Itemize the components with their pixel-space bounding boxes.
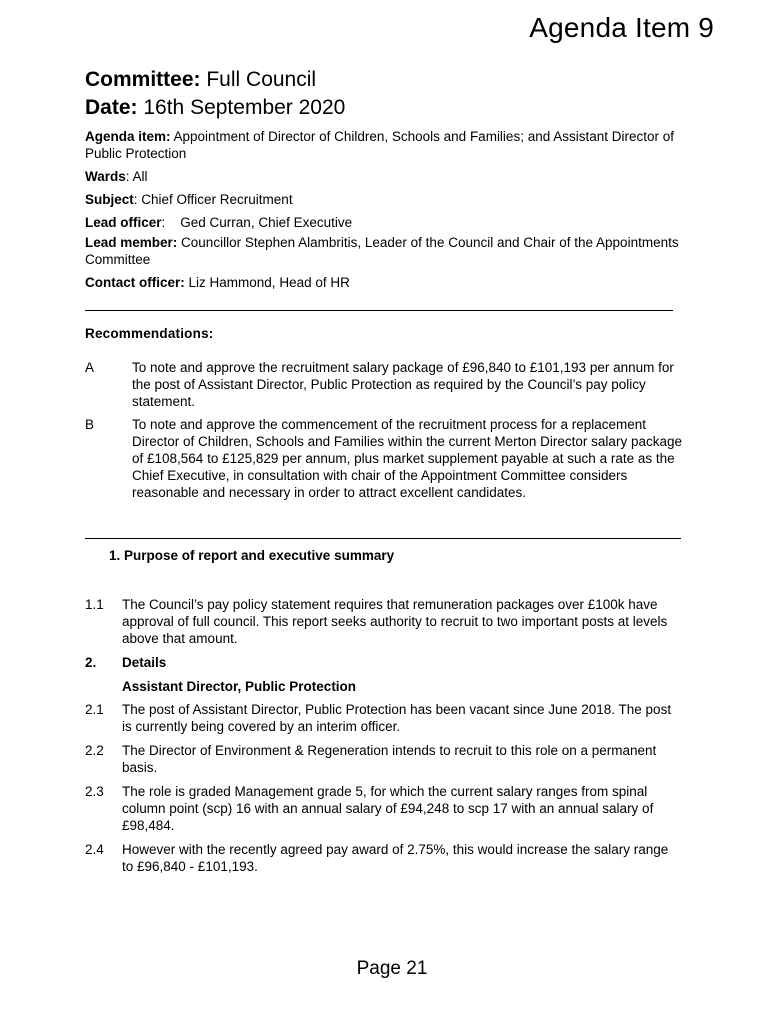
section-2-heading: [85, 654, 675, 671]
recommendation-letter: A: [85, 360, 95, 375]
paragraph-text: The Council’s pay policy statement requires that remuneration packages over £100k have approval of full council. This report seeks authority to recruit to two important posts at levels above that amount.: [122, 597, 668, 646]
committee-label: Committee:: [85, 68, 201, 91]
divider-top: [85, 310, 673, 311]
section-2-subheading: [85, 678, 675, 695]
agenda-item-value: Appointment of Director of Children, Schools and Families; and Assistant Director of Public Protection: [85, 129, 675, 161]
paragraph-text: However with the recently agreed pay award of 2.75%, this would increase the salary range to £96,840 - £101,193.: [122, 842, 669, 874]
paragraph-text: The role is graded Management grade 5, for which the current salary ranges from spinal column point (scp) 16 with an annual salary of £94,248 to scp 17 with an annual salary of £98,484.: [122, 784, 654, 833]
contact-officer-label: Contact officer:: [85, 275, 185, 290]
section-2-title: Details: [122, 655, 167, 670]
recommendation-text: To note and approve the commencement of the recruitment process for a replacement Director of Children, Schools and Families within the current Merton Director salary package of £108,564 to £125,829 per annum, plus market supplement payable at such a rate as the Chief Executive, in consultation with chair of the Appointment Committee considers reasonable and necessary in order to attract excellent candidates.: [132, 417, 682, 500]
paragraph-2-2: [85, 742, 675, 776]
section-2-number: 2.: [85, 655, 97, 670]
paragraph-text: The Director of Environment & Regeneration intends to recruit to this role on a permanent basis.: [122, 743, 657, 775]
agenda-item-field-label: Agenda item:: [85, 129, 171, 144]
lead-member-label: Lead member:: [85, 235, 178, 250]
contact-officer-line: [85, 274, 695, 291]
paragraph-text: The post of Assistant Director, Public Protection has been vacant since June 2018. The post is currently being covered by an interim officer.: [122, 702, 672, 734]
paragraph-number: 2.4: [85, 842, 104, 857]
wards-label: Wards: [85, 169, 126, 184]
paragraph-1-1: [85, 596, 675, 647]
section-1-title: 1. Purpose of report and executive summary: [109, 548, 395, 563]
wards-value: : All: [125, 169, 148, 184]
recommendation-letter: B: [85, 417, 95, 432]
paragraph-number: 2.1: [85, 702, 104, 717]
paragraph-number: 1.1: [85, 597, 104, 612]
committee-value: Full Council: [206, 68, 317, 91]
subject-value: : Chief Officer Recruitment: [133, 192, 293, 207]
report-header: [85, 66, 695, 291]
recommendation-a: [85, 359, 685, 410]
paragraph-number: 2.2: [85, 743, 104, 758]
lead-member-value: Councillor Stephen Alambritis, Leader of the Council and Chair of the Appointments Committee: [85, 235, 679, 267]
lead-member-line: [85, 234, 695, 268]
divider-middle: [85, 538, 681, 539]
subject-line: [85, 191, 695, 208]
recommendation-b: [85, 416, 685, 501]
contact-officer-value: Liz Hammond, Head of HR: [188, 275, 350, 290]
lead-officer-value: : Ged Curran, Chief Executive: [161, 215, 353, 230]
agenda-item-line: [85, 128, 695, 162]
section-2-subtitle: Assistant Director, Public Protection: [122, 679, 357, 694]
page-number: Page 21: [356, 958, 428, 979]
agenda-item-label: Agenda Item 9: [529, 12, 714, 43]
date-label: Date:: [85, 96, 138, 119]
recommendations-title: Recommendations:: [85, 326, 214, 341]
paragraph-2-4: [85, 841, 675, 875]
recommendation-text: To note and approve the recruitment salary package of £96,840 to £101,193 per annum for the post of Assistant Director, Public Protection as required by the Council’s pay policy statement.: [132, 360, 674, 409]
lead-officer-line: [85, 214, 695, 231]
lead-officer-label: Lead officer: [85, 215, 162, 230]
subject-label: Subject: [85, 192, 134, 207]
committee-line: [85, 66, 695, 94]
paragraph-2-3: [85, 783, 675, 834]
date-line: [85, 94, 695, 122]
paragraph-number: 2.3: [85, 784, 104, 799]
paragraph-2-1: [85, 701, 675, 735]
date-value: 16th September 2020: [143, 96, 346, 119]
wards-line: [85, 168, 695, 185]
